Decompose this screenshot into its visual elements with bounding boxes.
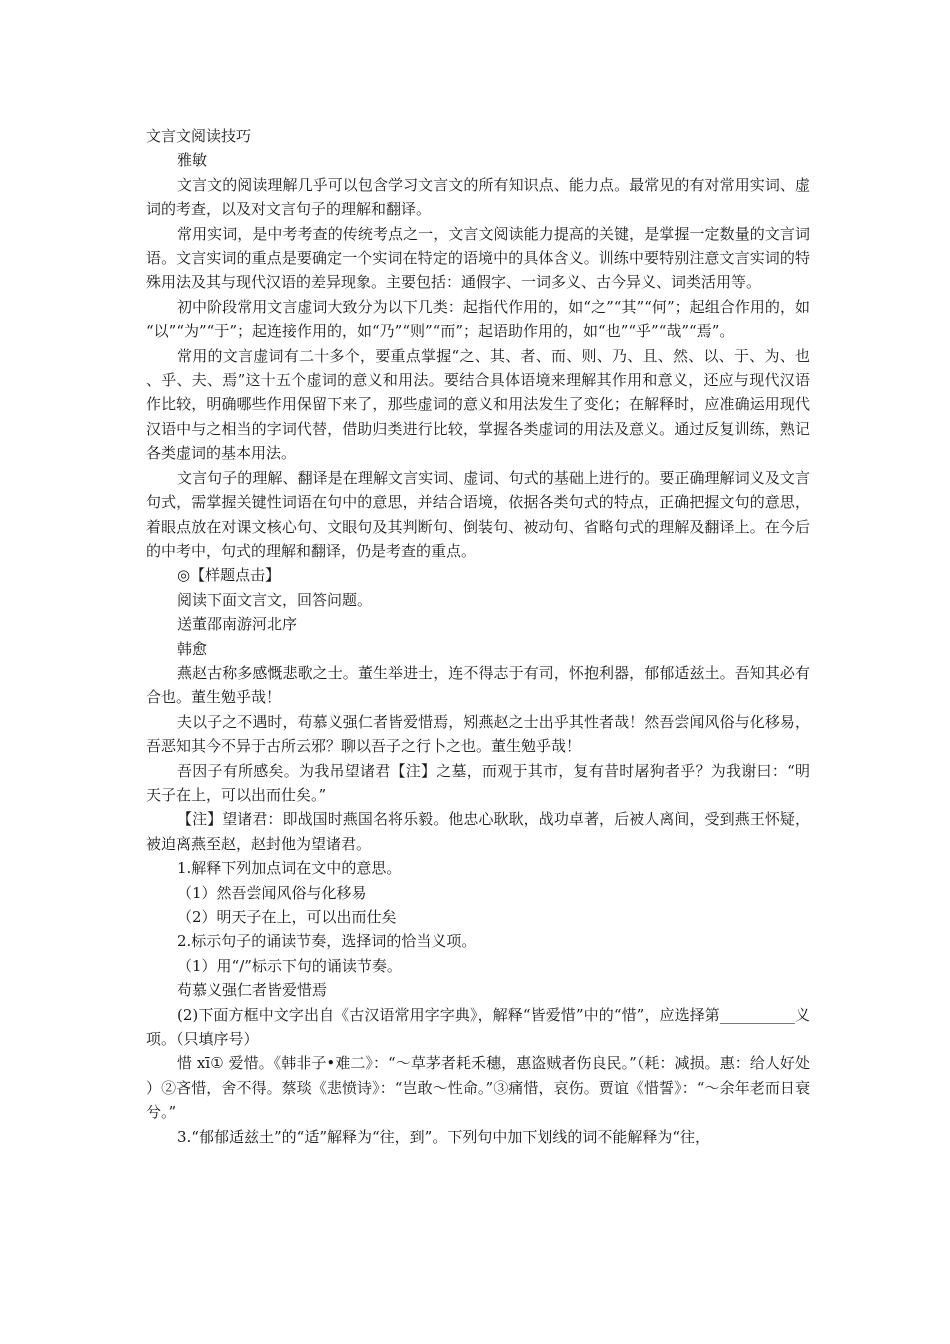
document-author: 雅敏 (177, 151, 208, 170)
question-2-item-1: （1）用“/”标示下句的诵读节奏。 (177, 956, 402, 975)
dictionary-entry: 惜 xī① 爱惜。《韩非子•难二》：“～草茅者耗禾穗，惠盗贼者伤良民。”（耗：减损。惠：给人好处）②吝惜，舍不得。蔡琰《悲愤诗》：“岂敢～性命。”③痛惜，哀伤。贾谊《惜誓》：“～余年老而日衰兮。” (146, 1054, 810, 1122)
footnote: 【注】望诸君：即战国时燕国名将乐毅。他忠心耿耿，战功卓著，后被人离间，受到燕王怀疑，被迫离燕至赵，赵封他为望诸君。 (146, 810, 810, 853)
passage-paragraph: 吾因子有所感矣。为我吊望诸君【注】之墓，而观于其市，复有昔时屠狗者乎？为我谢曰：“明天子在上，可以出而仕矣。” (146, 761, 810, 804)
question-1-item-2: （2）明天子在上，可以出而仕矣 (177, 908, 397, 926)
instruction: 阅读下面文言文，回答问题。 (177, 590, 373, 609)
example-heading: ◎【样题点击】 (177, 566, 281, 585)
paragraph: 常用实词，是中考考查的传统考点之一，文言文阅读能力提高的关键，是掌握一定数量的文言词语。文言实词的重点是要确定一个实词在特定的语境中的具体含义。训练中要特别注意文言实词的特殊用法及其与现代汉语的差异现象。主要包括：通假字、一词多义、古今异义、词类活用等。 (146, 224, 810, 292)
passage-author: 韩愈 (177, 639, 208, 658)
passage-title: 送董邵南游河北序 (177, 615, 298, 634)
passage-paragraph: 夫以子之不遇时，苟慕义强仁者皆爱惜焉，矧燕赵之士出乎其性者哉！然吾尝闻风俗与化移易，吾恶知其今不异于古所云邪？聊以吾子之行卜之也。董生勉乎哉！ (146, 712, 810, 756)
question-2-item-2: (2)下面方框中文字出自《古汉语常用字字典》，解释“皆爱惜”中的“惜”，应选择第__________义项。（只填序号） (146, 1005, 810, 1049)
question-1-item-1: （1）然吾尝闻风俗与化移易 (177, 883, 367, 902)
document-page (146, 124, 810, 1149)
paragraph: 文言文的阅读理解几乎可以包含学习文言文的所有知识点、能力点。最常见的有对常用实词、虚词的考查，以及对文言句子的理解和翻译。 (146, 175, 810, 219)
passage-paragraph: 燕赵古称多感慨悲歌之士。董生举进士，连不得志于有司，怀抱利器，郁郁适兹土。吾知其必有合也。董生勉乎哉！ (146, 663, 810, 707)
question-2-sentence: 苟慕义强仁者皆爱惜焉 (177, 981, 328, 1000)
document-title: 文言文阅读技巧 (146, 127, 252, 145)
question-1: 1.解释下列加点词在文中的意思。 (177, 859, 402, 878)
question-2: 2.标示句子的诵读节奏，选择词的恰当义项。 (177, 932, 477, 951)
question-3: 3.“郁郁适兹土”的“适”解释为“往，到”。下列句中加下划线的词不能解释为“往， (177, 1127, 710, 1146)
paragraph: 初中阶段常用文言虚词大致分为以下几类：起指代作用的，如“之”“其”“何”；起组合作用的，如“以”“为”“于”；起连接作用的，如“乃”“则”“而”；起语助作用的，如“也”“乎”“哉”“焉”。 (146, 297, 810, 341)
paragraph: 常用的文言虚词有二十多个，要重点掌握“之、其、者、而、则、乃、且、然、以、于、为、也、乎、夫、焉”这十五个虚词的意义和用法。要结合具体语境来理解其作用和意义，还应与现代汉语作比较，明确哪些作用保留下来了，那些虚词的意义和用法发生了变化；在解释时，应准确运用现代汉语中与之相当的字词代替，借助归类进行比较，掌握各类虚词的用法及意义。通过反复训练，熟记各类虚词的基本用法。 (146, 346, 810, 463)
paragraph: 文言句子的理解、翻译是在理解文言实词、虚词、句式的基础上进行的。要正确理解词义及文言句式，需掌握关键性词语在句中的意思，并结合语境，依据各类句式的特点，正确把握文句的意思，着眼点放在对课文核心句、文眼句及其判断句、倒装句、被动句、省略句式的理解及翻译上。在今后的中考中，句式的理解和翻译，仍是考查的重点。 (146, 468, 810, 560)
